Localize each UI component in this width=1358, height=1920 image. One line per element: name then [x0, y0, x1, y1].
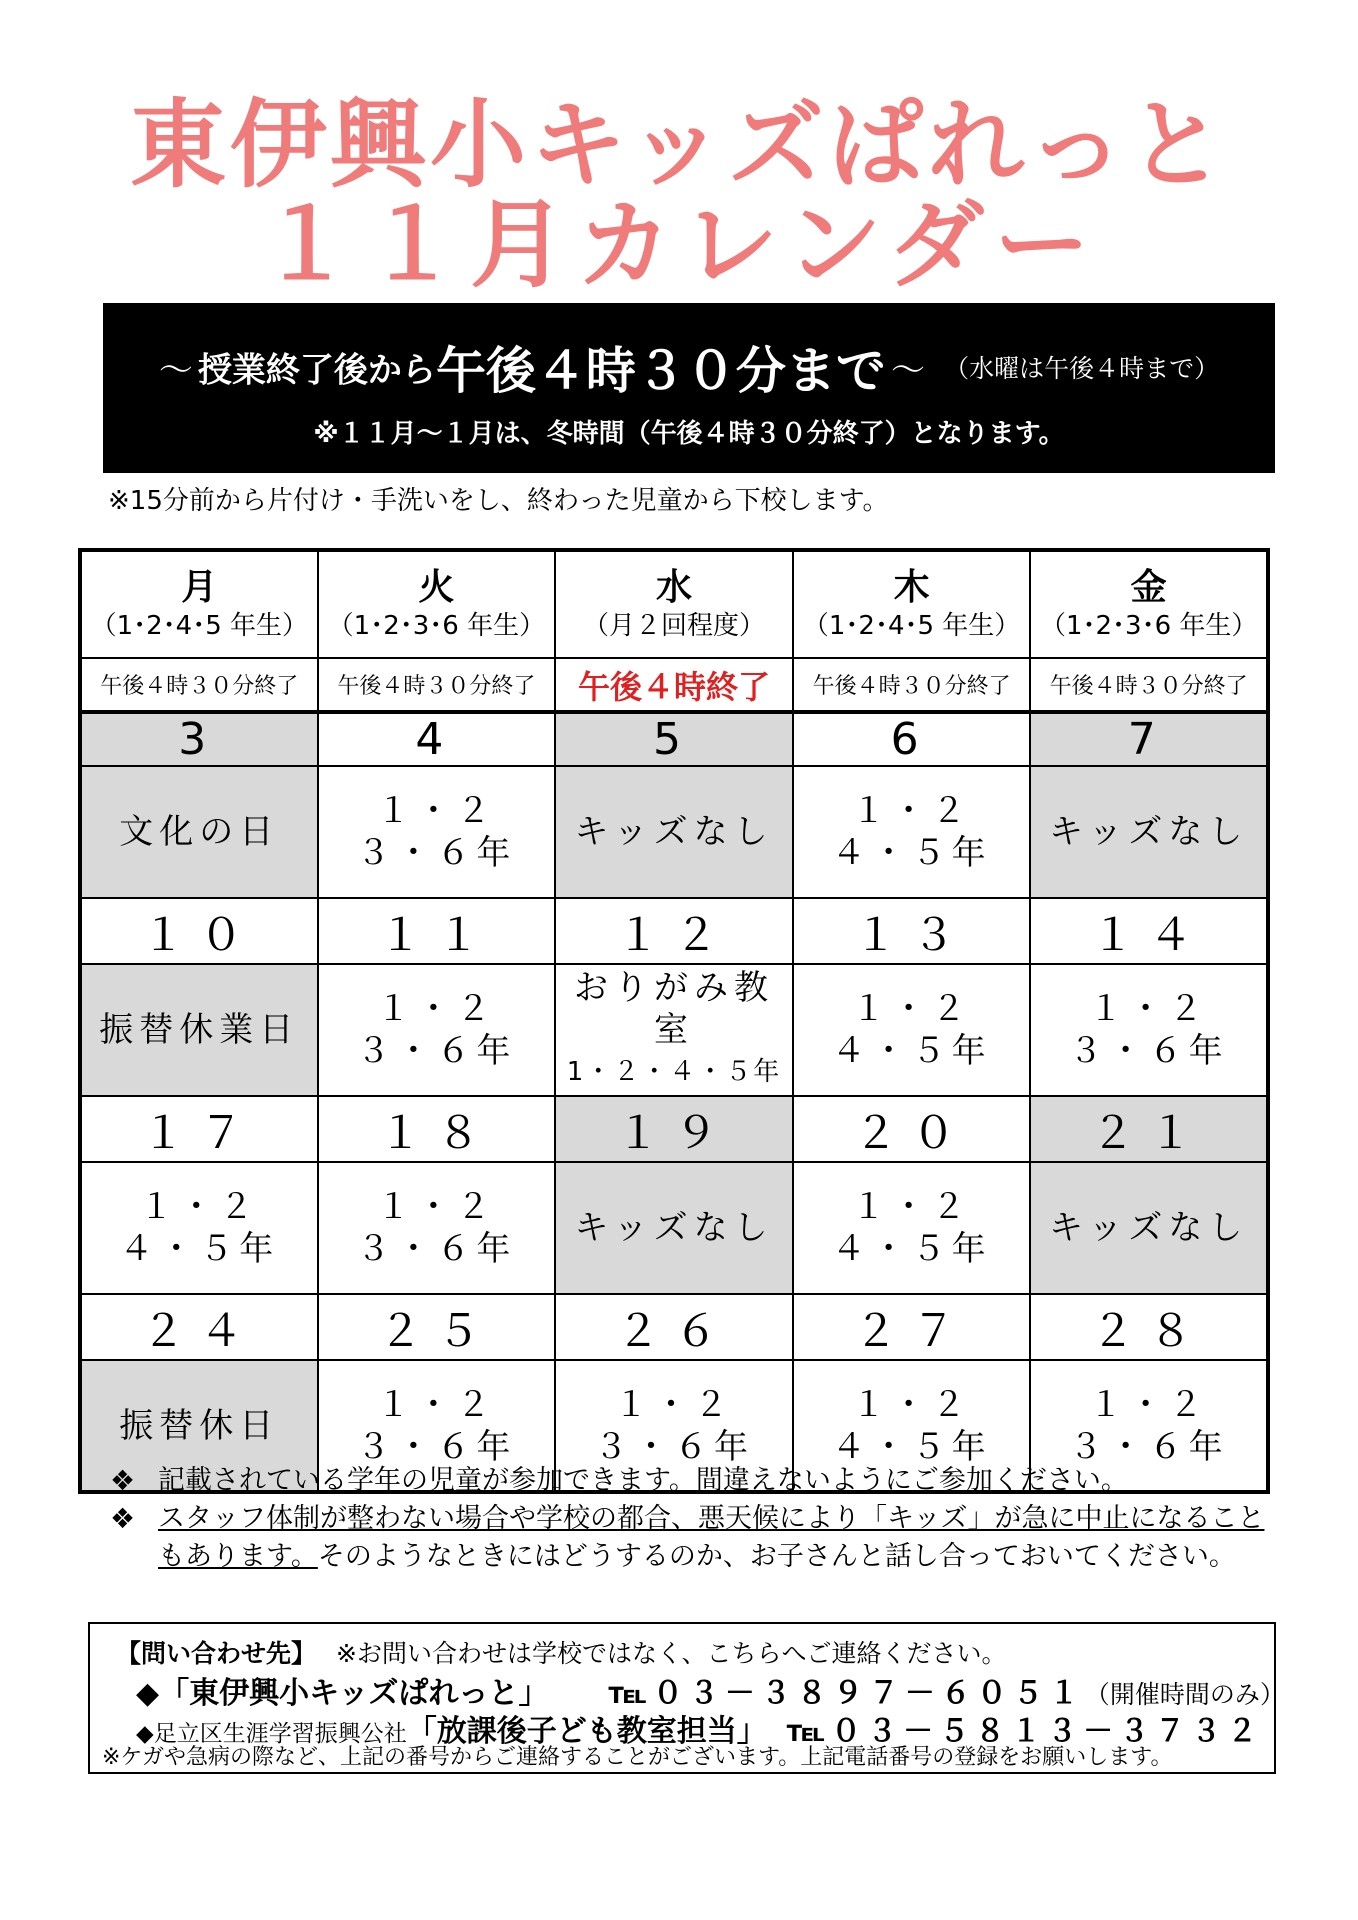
notes — [110, 1462, 1290, 1576]
date-cell: １３ — [793, 898, 1031, 964]
date-cell: １１ — [318, 898, 556, 964]
date-cell: １４ — [1030, 898, 1268, 964]
winter-note: ※１１月～１月は、冬時間（午後４時３０分終了）となります。 — [313, 419, 1065, 449]
cleanup-note: ※15分前から片付け・手洗いをし、終わった児童から下校します。 — [108, 486, 889, 516]
diamond-bullet-icon: ❖ — [110, 1464, 136, 1497]
grade-cell: １・２ ４・５年 — [793, 1162, 1031, 1294]
day-header: 水 （月２回程度） — [555, 550, 793, 658]
page-title: 東伊興小キッズぱれっと — [129, 89, 1229, 201]
grade-cell: １・２ ４・５年 — [793, 766, 1031, 898]
contact-office-name: 「放課後子ども教室担当」 — [406, 1714, 767, 1749]
day-header: 木 （1･2･4･5 年生） — [793, 550, 1031, 658]
date-cell: ２１ — [1030, 1096, 1268, 1162]
calendar-table — [78, 548, 1270, 1494]
cancellation-warning: スタッフ体制が整わない場合や学校の都合、悪天候により「キッズ」が急に中止になることもあります。 — [158, 1503, 1265, 1572]
event-cell: おりがみ教室 1・２・４・５年 — [555, 964, 793, 1096]
contact-office-tel: ℡０３－５８１３－３７３２ — [786, 1714, 1264, 1749]
end-time: 午後４時３０分終了 — [80, 658, 318, 712]
date-cell: ２４ — [80, 1294, 318, 1360]
discuss-note: そのようなときにはどうするのか、お子さんと話し合っておいてください。 — [317, 1541, 1236, 1572]
date-row — [80, 898, 1268, 964]
date-row — [80, 1294, 1268, 1360]
note-item: ❖ 記載されている学年の児童が参加できます。間違えないようにご参加ください。 — [110, 1462, 1290, 1500]
tilde-right: ～ — [891, 350, 926, 391]
day-header: 月 （1･2･4･5 年生） — [80, 550, 318, 658]
contact-heading: 【問い合わせ先】 — [116, 1639, 317, 1668]
no-kids-cell: キッズなし — [555, 1162, 793, 1294]
grade-cell: １・２ ４・５年 — [793, 964, 1031, 1096]
day-header: 火 （1･2･3･6 年生） — [318, 550, 556, 658]
grade-cell: １・２ ３・６年 — [1030, 1360, 1268, 1492]
grade-cell: １・２ ４・５年 — [80, 1162, 318, 1294]
wednesday-hours: （水曜は午後４時まで） — [944, 354, 1220, 383]
hours-lead: 授業終了後から — [197, 350, 436, 391]
grade-cell: １・２ ３・６年 — [318, 964, 556, 1096]
contact-heading-note: ※お問い合わせは学校ではなく、こちらへご連絡ください。 — [336, 1639, 1007, 1668]
end-time-row — [80, 658, 1268, 712]
contact-footer: ※ケガや急病の際など、上記の番号からご連絡することがございます。上記電話番号の登録をお願いします。 — [102, 1745, 1173, 1770]
hours-banner — [103, 303, 1275, 473]
end-time: 午後４時終了 — [555, 658, 793, 712]
content-row — [80, 964, 1268, 1096]
contact-org: ◆足立区生涯学習振興公社 — [136, 1721, 407, 1747]
day-header: 金 （1･2･3･6 年生） — [1030, 550, 1268, 658]
date-cell: 4 — [318, 712, 556, 766]
no-kids-cell: キッズなし — [555, 766, 793, 898]
date-cell: １９ — [555, 1096, 793, 1162]
holiday-cell: 文化の日 — [80, 766, 318, 898]
date-cell: １０ — [80, 898, 318, 964]
note-item — [110, 1500, 1290, 1576]
date-cell: ２６ — [555, 1294, 793, 1360]
content-row — [80, 1162, 1268, 1294]
date-cell: １８ — [318, 1096, 556, 1162]
diamond-bullet-icon: ❖ — [110, 1502, 136, 1535]
contact-kids-note: （開催時間のみ） — [1084, 1680, 1285, 1709]
holiday-cell: 振替休日 — [80, 1360, 318, 1492]
grade-cell: １・２ ３・６年 — [318, 1162, 556, 1294]
date-cell: 7 — [1030, 712, 1268, 766]
tilde-left: ～ — [158, 350, 193, 391]
contact-box — [88, 1622, 1285, 1774]
date-cell: ２０ — [793, 1096, 1031, 1162]
date-row — [80, 712, 1268, 766]
date-cell: 6 — [793, 712, 1031, 766]
end-time: 午後４時３０分終了 — [318, 658, 556, 712]
date-cell: １２ — [555, 898, 793, 964]
no-kids-cell: キッズなし — [1030, 1162, 1268, 1294]
end-time: 午後４時３０分終了 — [1030, 658, 1268, 712]
header-row — [80, 550, 1268, 658]
date-cell: ２７ — [793, 1294, 1031, 1360]
grade-cell: １・２ ３・６年 — [1030, 964, 1268, 1096]
grade-cell: １・２ ４・５年 — [793, 1360, 1031, 1492]
no-kids-cell: キッズなし — [1030, 766, 1268, 898]
hours-main: 午後４時３０分まで — [435, 342, 886, 400]
contact-kids-tel: ℡０３－３８９７－６０５１ — [608, 1676, 1085, 1711]
date-row — [80, 1096, 1268, 1162]
hours-main-line — [103, 331, 1275, 403]
date-cell: 3 — [80, 712, 318, 766]
holiday-cell: 振替休業日 — [80, 964, 318, 1096]
contact-kids-name: ◆「東伊興小キッズぱれっと」 — [136, 1676, 549, 1711]
date-cell: １７ — [80, 1096, 318, 1162]
page-subtitle: １１月カレンダー — [258, 189, 1100, 301]
grade-cell: １・２ ３・６年 — [555, 1360, 793, 1492]
date-cell: 5 — [555, 712, 793, 766]
grade-cell: １・２ ３・６年 — [318, 1360, 556, 1492]
grade-cell: １・２ ３・６年 — [318, 766, 556, 898]
end-time: 午後４時３０分終了 — [793, 658, 1031, 712]
content-row — [80, 766, 1268, 898]
date-cell: ２８ — [1030, 1294, 1268, 1360]
date-cell: ２５ — [318, 1294, 556, 1360]
